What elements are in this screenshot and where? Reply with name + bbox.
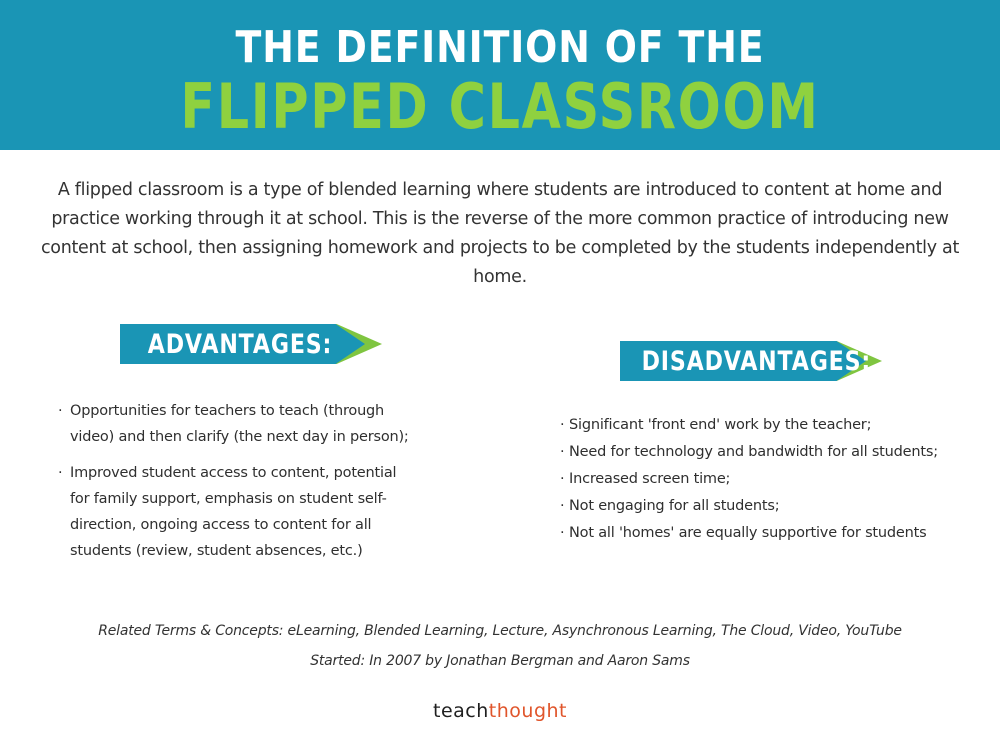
logo-text-thought: thought [488, 700, 567, 722]
started-note: Started: In 2007 by Jonathan Bergman and Aaron Sams [310, 653, 690, 669]
bullet-dot: · [58, 465, 63, 481]
intro-paragraph: A flipped classroom is a type of blended learning where students are introduced to content at home and practice working through it at school. This is the reverse of the more common practice of introducing new content at school, then assigning homework and projects to be completed by the students independently at home. [40, 180, 960, 287]
disadvantages-heading-banner [620, 341, 882, 381]
disadvantage-text: Not engaging for all students; [569, 498, 780, 514]
disadvantage-text: Need for technology and bandwidth for all students; [569, 444, 938, 460]
bullet-dot: · [560, 417, 565, 433]
bullet-dot: · [560, 444, 565, 460]
list-item [58, 460, 418, 564]
bullet-dot: · [560, 498, 565, 514]
disadvantage-text: Increased screen time; [569, 471, 731, 487]
advantages-heading: ADVANTAGES: [147, 329, 333, 360]
list-item [560, 466, 940, 493]
disadvantage-text: Not all 'homes' are equally supportive for students [569, 525, 927, 541]
list-item [560, 439, 940, 466]
advantages-list [58, 398, 418, 574]
header-title-line2: FLIPPED CLASSROOM [180, 70, 820, 143]
advantage-text: Improved student access to content, potential for family support, emphasis on student self-direction, ongoing access to content for all students (review, student absences, etc.) [70, 465, 397, 559]
disadvantages-heading: DISADVANTAGES: [641, 346, 872, 377]
list-item [560, 520, 940, 547]
advantage-text: Opportunities for teachers to teach (through video) and then clarify (the next day in person); [70, 403, 409, 445]
disadvantage-text: Significant 'front end' work by the teacher; [569, 417, 872, 433]
list-item [560, 412, 940, 439]
advantages-heading-banner [120, 324, 382, 364]
list-item [560, 493, 940, 520]
header-banner [0, 0, 1000, 150]
logo-text-teach: teach [433, 700, 489, 722]
related-terms-note: Related Terms & Concepts: eLearning, Blended Learning, Lecture, Asynchronous Learning, The Cloud, Video, YouTube [98, 623, 902, 639]
list-item [58, 398, 418, 450]
teachthought-logo [0, 700, 1000, 722]
disadvantages-list [560, 412, 940, 547]
bullet-dot: · [560, 525, 565, 541]
header-title-line1: THE DEFINITION OF THE [235, 22, 765, 73]
bullet-dot: · [560, 471, 565, 487]
bullet-dot: · [58, 403, 63, 419]
